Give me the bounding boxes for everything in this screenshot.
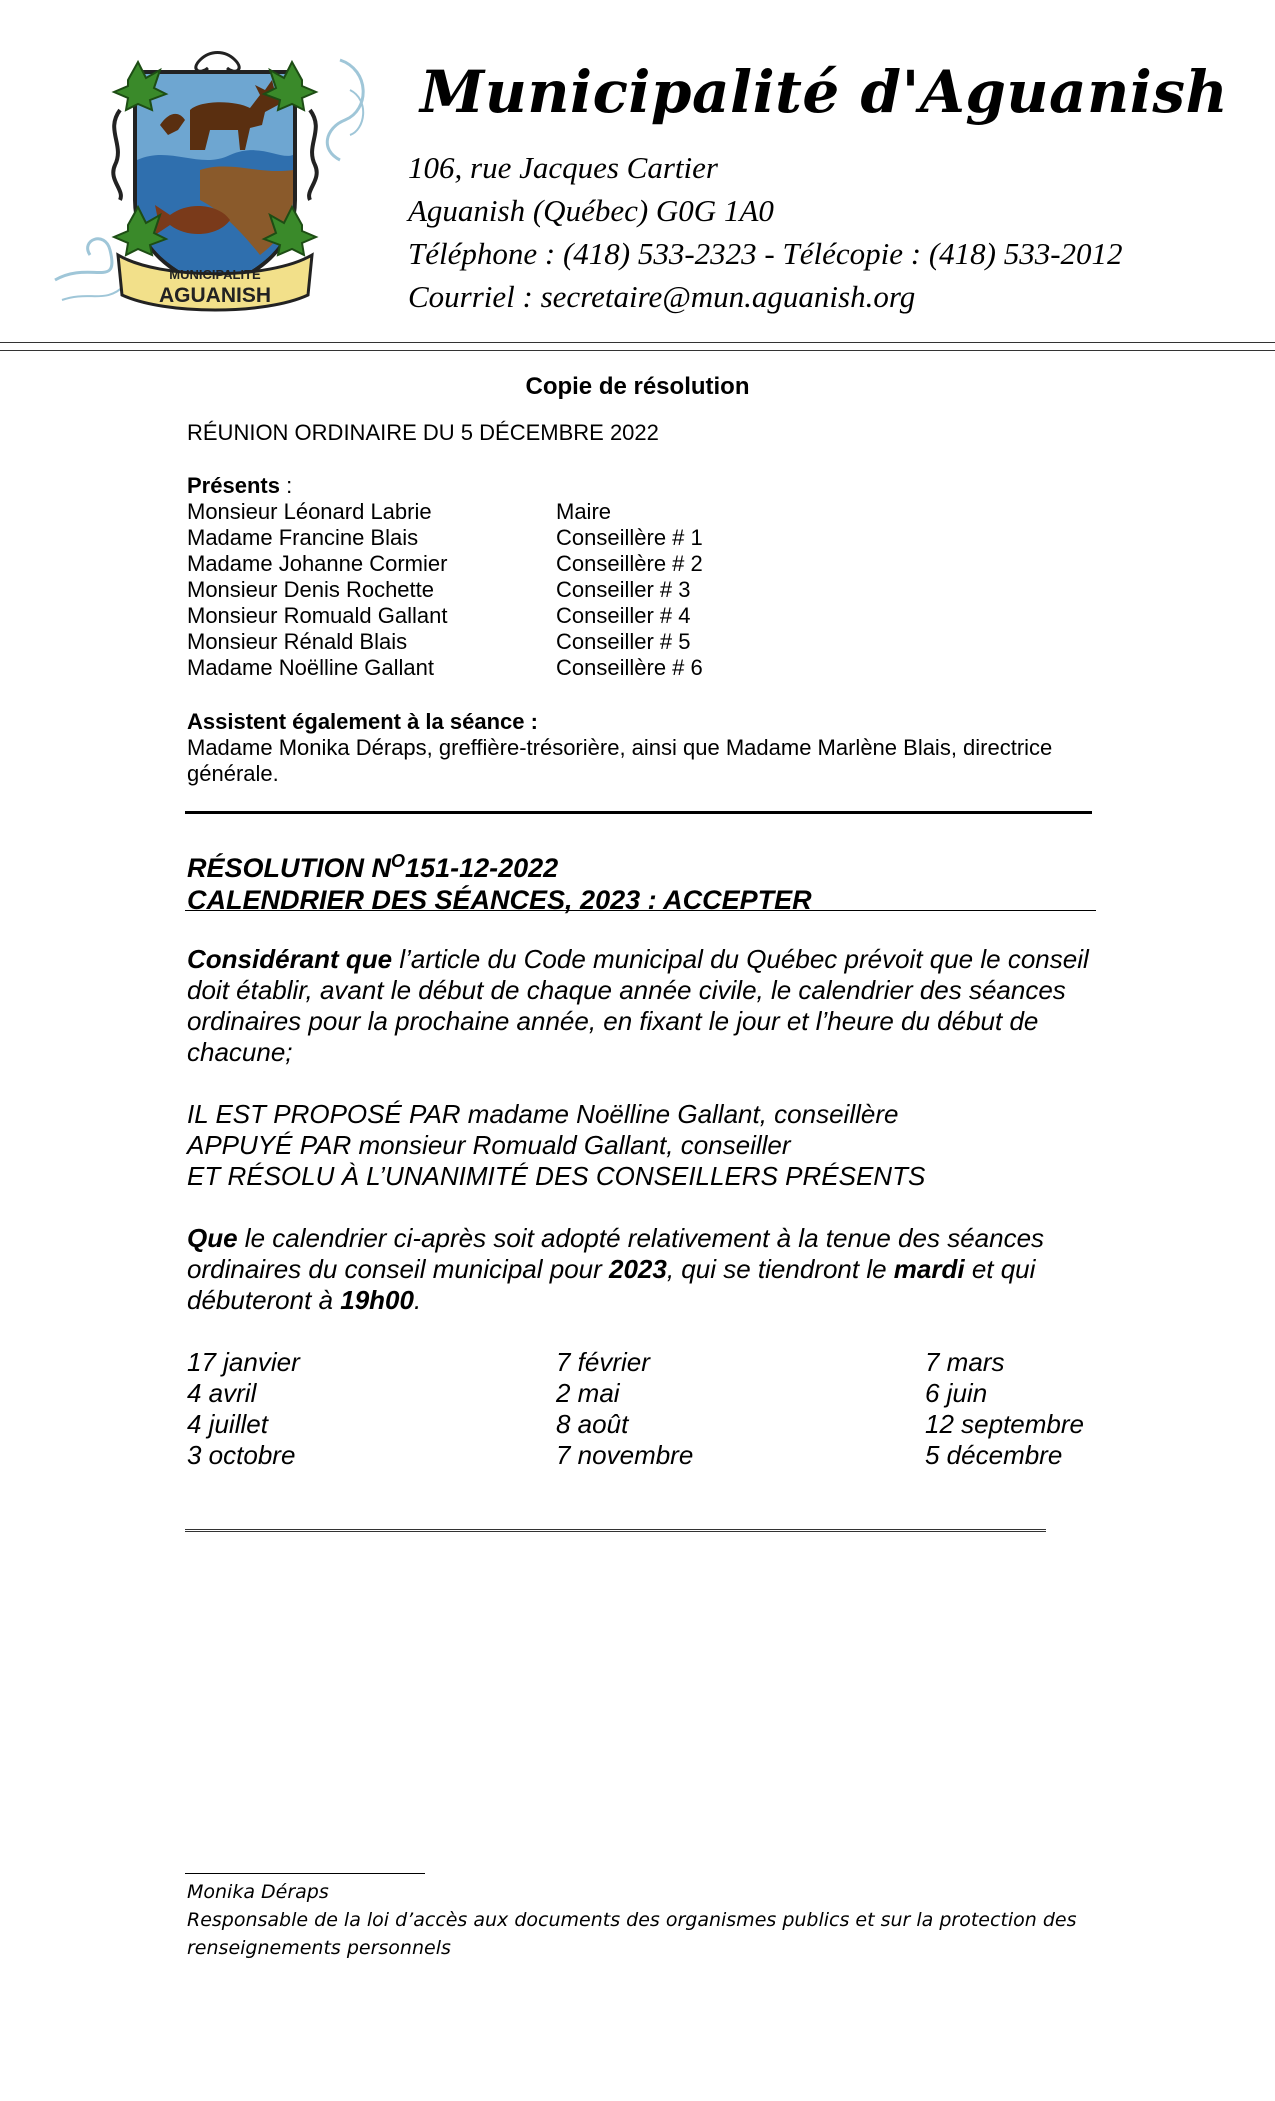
attendee-name: Madame Noëlline Gallant: [187, 655, 435, 680]
municipality-title: Municipalité d'Aguanish: [420, 58, 1229, 126]
considerant-paragraph: Considérant que l’article du Code municipal du Québec prévoit que le conseil doit établir, avant le début de chaque année civile, le calendrier des séances ordinaires pour la prochaine année, en fixant le jour et l’heure du début de chacune;: [187, 944, 1089, 1067]
section-divider: [185, 811, 1092, 814]
meeting-date: 3 octobre: [187, 1440, 296, 1470]
address-phone-fax: Téléphone : (418) 533-2323 - Télécopie : (418) 533-2012: [408, 236, 1123, 271]
meeting-date: 4 avril: [187, 1378, 257, 1408]
attendee-row: [187, 577, 703, 603]
attendee-row: [187, 629, 703, 655]
meeting-date: 17 janvier: [187, 1347, 300, 1377]
dates-row: [187, 1409, 1125, 1440]
also-present-text: Madame Monika Déraps, greffière-trésorière, ainsi que Madame Marlène Blais, directrice générale.: [187, 735, 1053, 786]
document-title: Copie de résolution: [525, 373, 750, 400]
meeting-date: 2 mai: [556, 1378, 620, 1408]
attendee-name: Monsieur Léonard Labrie: [187, 499, 432, 524]
signature-block: [187, 1878, 1087, 1962]
attendee-row: [187, 525, 703, 551]
attendee-row: [187, 655, 703, 681]
address-street: 106, rue Jacques Cartier: [408, 150, 718, 185]
meeting-date: 12 septembre: [925, 1409, 1084, 1439]
svg-text:MUNICIPALITÉ: MUNICIPALITÉ: [169, 267, 261, 282]
attendee-name: Monsieur Romuald Gallant: [187, 603, 448, 628]
attendee-name: Madame Francine Blais: [187, 525, 419, 550]
also-present-heading: Assistent également à la séance :: [187, 709, 538, 734]
attendee-role: Conseillère # 6: [556, 655, 703, 680]
attendee-role: Conseiller # 3: [556, 577, 691, 602]
attendee-row: [187, 551, 703, 577]
attendee-role: Conseiller # 4: [556, 603, 691, 628]
meeting-date: 7 novembre: [556, 1440, 694, 1470]
attendee-role: Maire: [556, 499, 612, 524]
proposed-by: IL EST PROPOSÉ PAR madame Noëlline Gallant, conseillère: [187, 1099, 899, 1129]
dates-row: [187, 1378, 1125, 1409]
resolution-number: RÉSOLUTION $N^O151-12-2022$: [187, 851, 559, 883]
seconded-by: APPUYÉ PAR monsieur Romuald Gallant, conseiller: [187, 1130, 791, 1160]
presents-label: Présents: [187, 473, 280, 498]
attendee-name: Madame Johanne Cormier: [187, 551, 448, 576]
attendee-role: Conseillère # 1: [556, 525, 703, 550]
presents-colon: :: [279, 473, 293, 498]
svg-text:AGUANISH: AGUANISH: [158, 284, 272, 307]
dates-row: [187, 1347, 1125, 1378]
meeting-date: 7 mars: [925, 1347, 1005, 1377]
signature-line: [185, 1873, 425, 1874]
signatory-name: Monika Déraps: [187, 1881, 329, 1903]
attendee-role: Conseiller # 5: [556, 629, 691, 654]
meeting-date: 8 août: [556, 1409, 629, 1439]
dates-row: [187, 1440, 1125, 1471]
header-divider-top: [0, 342, 1275, 343]
end-divider: [185, 1529, 1046, 1532]
motion-paragraph: [187, 1099, 1097, 1192]
letterhead-address: [408, 146, 1123, 318]
attendee-list: [187, 499, 703, 681]
meeting-heading: RÉUNION ORDINAIRE DU 5 DÉCEMBRE 2022: [187, 420, 659, 445]
resolution-underline: [185, 910, 1096, 911]
attendee-name: Monsieur Rénald Blais: [187, 629, 408, 654]
meeting-date: 7 février: [556, 1347, 650, 1377]
municipal-logo: [50, 50, 380, 320]
que-paragraph: Que le calendrier ci-après soit adopté relativement à la tenue des séances ordinaires du conseil municipal pour 2023, qui se tiendront le mardi et qui débuteront à 19h00.: [187, 1223, 1045, 1315]
resolved-line: ET RÉSOLU À L’UNANIMITÉ DES CONSEILLERS PRÉSENTS: [187, 1161, 926, 1191]
meeting-dates-grid: [187, 1347, 1125, 1471]
resolution-subject: CALENDRIER DES SÉANCES, 2023 : ACCEPTER: [187, 885, 812, 915]
attendee-row: [187, 499, 703, 525]
meeting-date: 6 juin: [925, 1378, 988, 1408]
address-city: Aguanish (Québec) G0G 1A0: [408, 193, 774, 228]
attendee-role: Conseillère # 2: [556, 551, 703, 576]
attendee-name: Monsieur Denis Rochette: [187, 577, 435, 602]
meeting-date: 4 juillet: [187, 1409, 268, 1439]
attendee-row: [187, 603, 703, 629]
address-email: Courriel : secretaire@mun.aguanish.org: [408, 279, 916, 314]
presents-heading: [187, 473, 292, 499]
header-divider-bottom: [0, 350, 1275, 351]
meeting-date: 5 décembre: [925, 1440, 1063, 1470]
signatory-title: Responsable de la loi d’accès aux documents des organismes publics et sur la protection des renseignements personnels: [187, 1909, 1077, 1959]
resolution-heading: [187, 845, 812, 916]
